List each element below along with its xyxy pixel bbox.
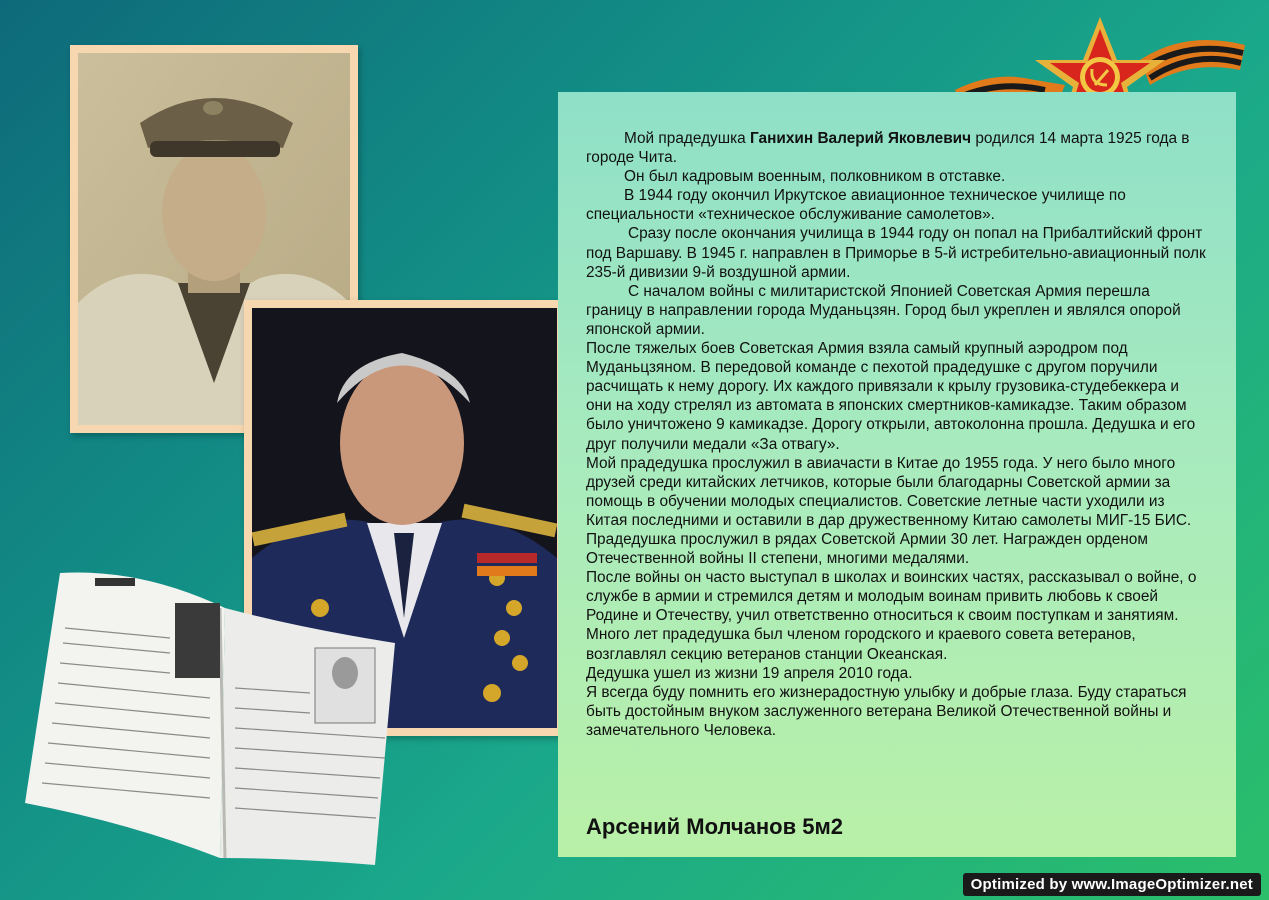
story-paragraph-11: Дедушка ушел из жизни 19 апреля 2010 года. bbox=[586, 664, 913, 682]
story-text bbox=[586, 129, 1206, 740]
optimizer-watermark: Optimized by www.ImageOptimizer.net bbox=[963, 873, 1261, 896]
memorial-book-image bbox=[20, 568, 398, 865]
story-paragraph-12: Я всегда буду помнить его жизнерадостную улыбку и добрые глаза. Буду стараться быть достойным внуком заслуженного ветерана Великой Отечественной войны и замечательного Человека. bbox=[586, 683, 1187, 739]
story-intro-text: Мой прадедушка bbox=[624, 130, 751, 147]
story-paragraph-5: С началом войны с милитаристской Японией Советская Армия перешла границу в направлении города Муданьцзян. Город был укреплен и являлся опорой японской армии. bbox=[586, 282, 1181, 338]
story-paragraph-4: Сразу после окончания училища в 1944 году он попал на Прибалтийский фронт под Варшаву. В 1945 г. направлен в Приморье в 5-й истребительно-авиационный полк 235-й дивизии 9-й воздушной армии. bbox=[586, 225, 1206, 281]
story-paragraph-8: Прадедушка прослужил в рядах Советской Армии 30 лет. Награжден орденом Отечественной войны II степени, многими медалями. bbox=[586, 530, 1148, 568]
veteran-name: Ганихин Валерий Яковлевич bbox=[750, 130, 972, 147]
story-paragraph-9: После войны он часто выступал в школах и воинских частях, рассказывал о войне, о службе в армии и стремился детям и молодым воинам привить любовь к своей Родине и Отечеству, учил ответственно относиться к своим поступкам и занятиям. bbox=[586, 569, 1197, 625]
story-paragraph-10: Много лет прадедушка был членом городского и краевого совета ветеранов, возглавлял секцию ветеранов станции Океанская. bbox=[586, 626, 1136, 663]
story-panel bbox=[558, 92, 1236, 857]
story-birth-text: родился 14 марта 1925 года в городе Чита. bbox=[586, 130, 1190, 167]
story-paragraph-7: Мой прадедушка прослужил в авиачасти в Китае до 1955 года. У него было много друзей среди китайских летчиков, которые были благодарны Советской армии за помощь в обучении молодых специалистов. Советские летные части уходили из Китая последними и оставили в дар дружественному Китаю самолеты МИГ-15 БИС. bbox=[586, 454, 1192, 529]
story-paragraph-2: Он был кадровым военным, полковником в отставке. bbox=[624, 168, 1006, 186]
author-signature: Арсений Молчанов 5м2 bbox=[586, 814, 844, 839]
memorial-book-photo bbox=[20, 568, 398, 865]
story-paragraph-3: В 1944 году окончил Иркутское авиационное техническое училище по специальности «техническое обслуживание самолетов». bbox=[586, 187, 1126, 224]
story-paragraph-6: После тяжелых боев Советская Армия взяла самый крупный аэродром под Муданьцзяном. В передовой команде с пехотой прадедушке с другом поручили расчищать к нему дорогу. Их каждого привязали к крылу грузовика-студебеккера и они на ходу стрелял из автомата в японских смертников-камикадзе. Таким образом было уничтожено 9 камикадзе. Дорогу открыли, автоколонна прошла. Дедушка и его друг получили медали «За отвагу». bbox=[586, 340, 1196, 453]
story-paragraph-1 bbox=[586, 129, 1206, 167]
